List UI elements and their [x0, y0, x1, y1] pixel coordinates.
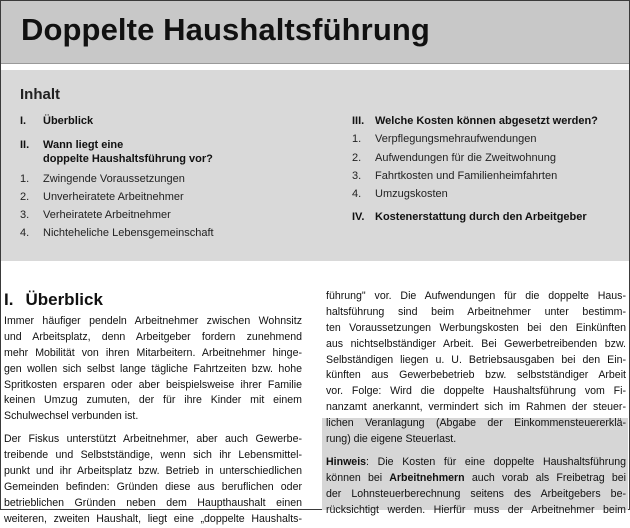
paragraph-2-line: betrieblichen Gründen neben dem Haupthaushalt einen	[4, 496, 302, 509]
toc-item-number: III.	[352, 115, 365, 127]
toc-item-label: Fahrtkosten und Familienheimfahrten	[375, 170, 558, 182]
toc-item-label: Verpflegungsmehraufwendungen	[375, 133, 537, 145]
toc-item-label: Wann liegt eine	[43, 139, 124, 151]
text: : Die Kosten für eine doppelte Haushaltsführung	[366, 455, 626, 468]
toc-item-label: Umzugskosten	[375, 188, 448, 200]
toc-item-label: doppelte Haushaltsführung vor?	[43, 153, 213, 165]
text: auch vorab als Freibetrag bei	[464, 471, 626, 484]
toc-item-number: 4.	[352, 188, 362, 200]
hint-line	[326, 503, 626, 519]
paragraph-continued-line: vor. Folge: Wird die doppelte Haushaltsführung vom Fi-	[326, 385, 626, 398]
paragraph-continued-line: nanzamt anerkannt, vermindert sich im Rahmen der steuer-	[326, 401, 626, 414]
paragraph-1-line: und Arbeitsplatz, denn Arbeitgeber fordern zunehmend	[4, 330, 302, 343]
toc-item-number: 1.	[352, 133, 362, 145]
paragraph-1-line: gen wollen sich selbst lange tägliche Fahrtzeiten bzw. hohe	[4, 362, 302, 375]
toc-item-number: 3.	[20, 209, 30, 221]
hint-line	[326, 471, 626, 487]
section-title	[4, 290, 103, 310]
hint-line	[326, 487, 626, 503]
body-column-right	[326, 289, 626, 518]
paragraph-continued-line: haltsführung sind beim Arbeitnehmer unter bestimm-	[326, 305, 626, 318]
paragraph-1-line: Spritkosten ersparen oder aber beispielsweise ihrer Familie	[4, 378, 302, 391]
document-title: Doppelte Haushaltsführung	[21, 12, 430, 47]
toc-item-label: Zwingende Voraussetzungen	[43, 173, 185, 185]
table-of-contents	[1, 70, 629, 261]
emphasis: Hinweis	[326, 455, 367, 468]
paragraph-continued-line: führung" vor. Die Aufwendungen für die doppelte Haus-	[326, 290, 626, 302]
paragraph-2-line: punkt und ihr Arbeitsplatz bzw. Betrieb in unterschiedlichen	[4, 465, 302, 478]
toc-item-number: 2.	[20, 191, 30, 203]
body-column-left	[4, 314, 302, 528]
toc-item-label: Verheiratete Arbeitnehmer	[43, 209, 171, 221]
paragraph-continued-line: aus nichtselbständiger Arbeit. Bei Gewerbetreibenden bzw.	[326, 337, 626, 350]
toc-item-number: IV.	[352, 211, 365, 223]
toc-item-label: Überblick	[43, 115, 94, 127]
paragraph-continued-line: lichen Veranlagung (Abgabe der Einkommensteuererklä-	[326, 417, 626, 430]
toc-item-number: 1.	[20, 173, 30, 185]
hint-line	[326, 455, 626, 471]
paragraph-1-line: Schulwechsel verbunden ist.	[4, 410, 139, 423]
text: der Lohnsteuerberechnung seitens des Arbeitgebers be-	[326, 487, 626, 500]
toc-item-label: Nichteheliche Lebensgemeinschaft	[43, 227, 214, 239]
section-number: I.	[4, 290, 14, 309]
text: können bei	[326, 471, 390, 484]
emphasis: Arbeitnehmern	[389, 471, 465, 484]
toc-item-number: II.	[20, 139, 30, 151]
text: rücksichtigt werden. Hierfür muss der Arbeitnehmer beim	[326, 503, 626, 516]
toc-heading: Inhalt	[20, 86, 60, 103]
title-banner	[1, 1, 629, 64]
paragraph-continued-line: Selbständigen liegen u. U. Betriebsausgaben bei den Ein-	[326, 353, 626, 366]
paragraph-continued-line: künften aus Gewerbebetrieb bzw. selbstständiger Arbeit	[326, 369, 626, 382]
paragraph-continued-line: rung) die eigene Steuerlast.	[326, 433, 457, 446]
toc-item-label: Kostenerstattung durch den Arbeitgeber	[375, 211, 587, 223]
paragraph-1-line: Immer häufiger pendeln Arbeitnehmer zwischen Wohnsitz	[4, 315, 302, 327]
toc-item-label: Aufwendungen für die Zweitwohnung	[375, 152, 557, 164]
toc-item-number: 2.	[352, 152, 362, 164]
paragraph-2-line: weiteren, zweiten Haushalt, liegt eine „doppelte Haushalts-	[4, 512, 302, 525]
paragraph-2-line: Der Fiskus unterstützt Arbeitnehmer, aber auch Gewerbe-	[4, 433, 302, 446]
toc-item-label: Unverheiratete Arbeitnehmer	[43, 191, 184, 203]
paragraph-continued-line: ten Voraussetzungen Werbungskosten bei den Einkünften	[326, 321, 626, 334]
toc-item-number: I.	[20, 115, 27, 127]
section-title-text: Überblick	[25, 290, 103, 309]
toc-item-number: 3.	[352, 170, 362, 182]
paragraph-1-line: mehr Mobilität von ihren Mitarbeitern. Arbeitnehmer hinge-	[4, 346, 302, 359]
paragraph-1-line: keinen Umzug zumuten, der für ihre Kinder mit einem	[4, 394, 302, 407]
paragraph-2-line: Gemeinden befinden: Gründen diese aus beruflichen oder	[4, 480, 302, 493]
toc-item-number: 4.	[20, 227, 30, 239]
toc-item-label: Welche Kosten können abgesetzt werden?	[375, 115, 598, 127]
paragraph-2-line: treibende und Selbstständige, wenn sich ihr Lebensmittel-	[4, 449, 302, 462]
